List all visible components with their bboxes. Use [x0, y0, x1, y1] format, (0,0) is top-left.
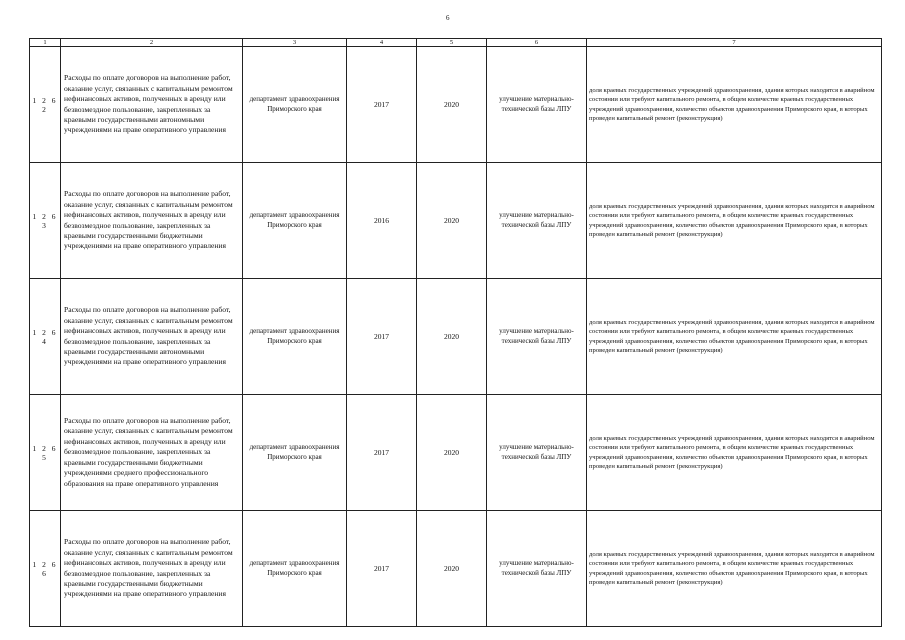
- row-indicator: доля краевых государственных учреждений здравоохранения, здания которых находятся в аварийном состоянии или требуют капитального ремонта, в общем количестве краевых государственных учреждений здравоохранения, количество объектов здравоохранения Приморского края, в которых проведен капитальный ремонт (реконструкция): [587, 163, 882, 279]
- row-number: 1 2 6 4: [30, 279, 61, 395]
- row-end-year: 2020: [417, 163, 487, 279]
- table-row: [30, 395, 882, 511]
- row-description: Расходы по оплате договоров на выполнение работ, оказание услуг, связанных с капитальным ремонтом нефинансовых активов, полученных в аренду или безвозмездное пользование, закрепленных за краевыми государственными автономными учреждениями на праве оперативного управления: [61, 47, 243, 163]
- row-department: департамент здравоохранения Приморского края: [243, 47, 347, 163]
- row-start-year: 2017: [347, 511, 417, 627]
- row-end-year: 2020: [417, 511, 487, 627]
- row-start-year: 2017: [347, 279, 417, 395]
- row-start-year: 2017: [347, 47, 417, 163]
- row-description: Расходы по оплате договоров на выполнение работ, оказание услуг, связанных с капитальным ремонтом нефинансовых активов, полученных в аренду или безвозмездное пользование, закрепленных за краевыми государственными автономными учреждениями на праве оперативного управления: [61, 279, 243, 395]
- row-department: департамент здравоохранения Приморского края: [243, 279, 347, 395]
- header-cell-4: 4: [347, 39, 417, 47]
- table-row: [30, 511, 882, 627]
- header-cell-3: 3: [243, 39, 347, 47]
- row-description: Расходы по оплате договоров на выполнение работ, оказание услуг, связанных с капитальным ремонтом нефинансовых активов, полученных в аренду или безвозмездное пользование, закрепленных за краевыми государственными бюджетными учреждениями на праве оперативного управления: [61, 511, 243, 627]
- header-cell-6: 6: [487, 39, 587, 47]
- row-indicator: доля краевых государственных учреждений здравоохранения, здания которых находятся в аварийном состоянии или требуют капитального ремонта, в общем количестве краевых государственных учреждений здравоохранения, количество объектов здравоохранения Приморского края, в которых проведен капитальный ремонт (реконструкция): [587, 279, 882, 395]
- row-goal: улучшение материально-технической базы ЛПУ: [487, 511, 587, 627]
- row-number: 1 2 6 5: [30, 395, 61, 511]
- header-cell-5: 5: [417, 39, 487, 47]
- row-goal: улучшение материально-технической базы ЛПУ: [487, 279, 587, 395]
- row-indicator: доля краевых государственных учреждений здравоохранения, здания которых находятся в аварийном состоянии или требуют капитального ремонта, в общем количестве краевых государственных учреждений здравоохранения, количество объектов здравоохранения Приморского края, в которых проведен капитальный ремонт (реконструкция): [587, 47, 882, 163]
- row-start-year: 2016: [347, 163, 417, 279]
- row-department: департамент здравоохранения Приморского края: [243, 163, 347, 279]
- header-cell-1: 1: [30, 39, 61, 47]
- table-row: [30, 279, 882, 395]
- row-goal: улучшение материально-технической базы ЛПУ: [487, 395, 587, 511]
- row-number: 1 2 6 2: [30, 47, 61, 163]
- row-indicator: доля краевых государственных учреждений здравоохранения, здания которых находятся в аварийном состоянии или требуют капитального ремонта, в общем количестве краевых государственных учреждений здравоохранения, количество объектов здравоохранения Приморского края, в которых проведен капитальный ремонт (реконструкция): [587, 511, 882, 627]
- header-cell-2: 2: [61, 39, 243, 47]
- row-end-year: 2020: [417, 279, 487, 395]
- row-end-year: 2020: [417, 47, 487, 163]
- row-department: департамент здравоохранения Приморского края: [243, 511, 347, 627]
- row-start-year: 2017: [347, 395, 417, 511]
- row-description: Расходы по оплате договоров на выполнение работ, оказание услуг, связанных с капитальным ремонтом нефинансовых активов, полученных в аренду или безвозмездное пользование, закрепленных за краевыми государственными бюджетными учреждениями на праве оперативного управления: [61, 163, 243, 279]
- row-description: Расходы по оплате договоров на выполнение работ, оказание услуг, связанных с капитальным ремонтом нефинансовых активов, полученных в аренду или безвозмездное пользование, закрепленных за краевыми государственными бюджетными учреждениями среднего профессионального образования на праве оперативного управления: [61, 395, 243, 511]
- row-end-year: 2020: [417, 395, 487, 511]
- table-row: [30, 47, 882, 163]
- row-indicator: доля краевых государственных учреждений здравоохранения, здания которых находятся в аварийном состоянии или требуют капитального ремонта, в общем количестве краевых государственных учреждений здравоохранения, количество объектов здравоохранения Приморского края, в которых проведен капитальный ремонт (реконструкция): [587, 395, 882, 511]
- row-goal: улучшение материально-технической базы ЛПУ: [487, 163, 587, 279]
- page-number: 6: [446, 14, 450, 22]
- program-table: [29, 38, 882, 627]
- row-number: 1 2 6 3: [30, 163, 61, 279]
- table-row: [30, 163, 882, 279]
- row-number: 1 2 6 6: [30, 511, 61, 627]
- header-row: [30, 39, 882, 47]
- header-cell-7: 7: [587, 39, 882, 47]
- row-goal: улучшение материально-технической базы ЛПУ: [487, 47, 587, 163]
- row-department: департамент здравоохранения Приморского края: [243, 395, 347, 511]
